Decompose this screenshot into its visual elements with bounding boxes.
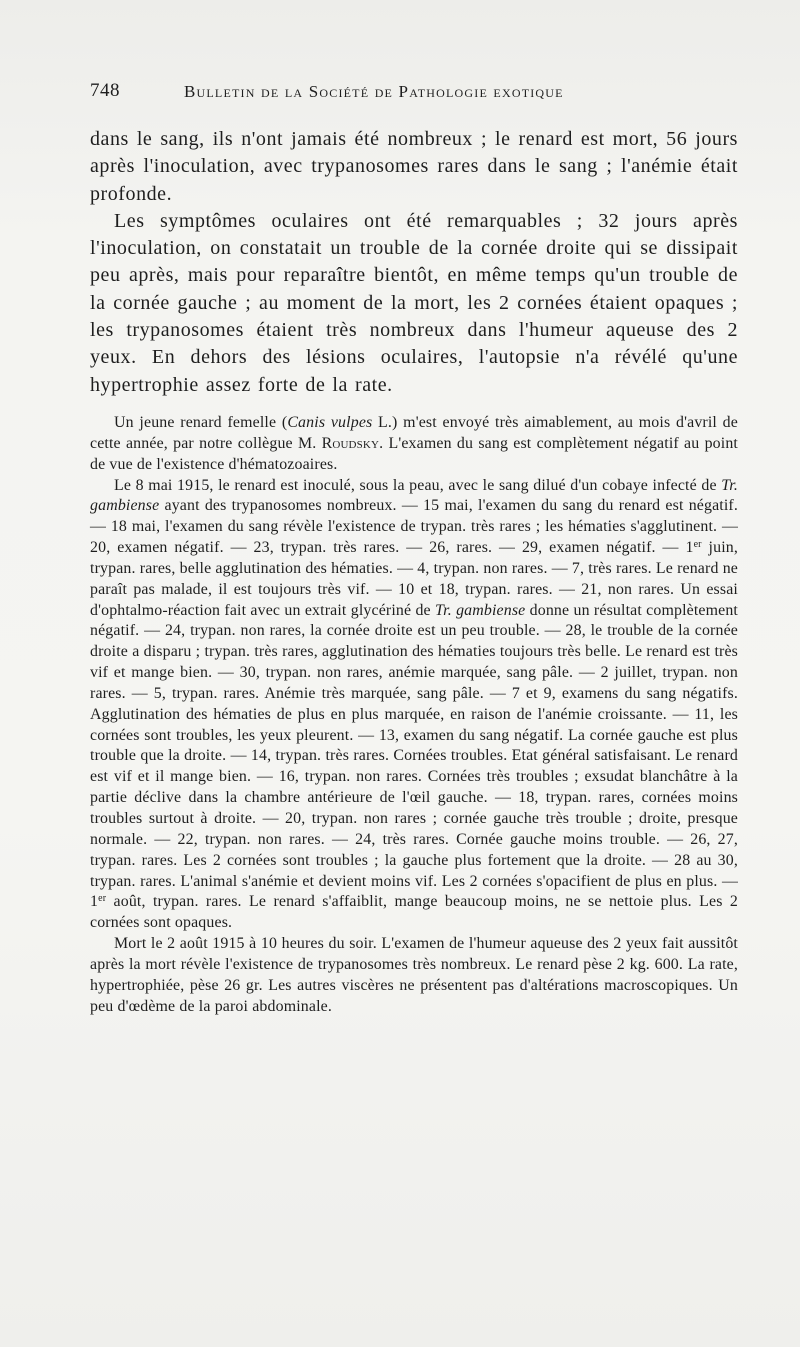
page-number: 748 <box>90 80 120 101</box>
text-segment: Un jeune renard femelle ( <box>114 413 288 431</box>
text-segment: juin, trypan. rares, belle agglutination des hématies. — 4, trypan. non rares. — 7, très rares. Le renard ne paraît pas malade, il est toujours très vif. — 10 et 18, trypan. rares. — 21, non rares. Un essai d'ophtalmo-réaction fait avec un extrait glycériné de <box>90 539 738 619</box>
text-segment: août, trypan. rares. Le renard s'affaiblit, mange beaucoup moins, ne se nettoie plus. Les 2 cornées sont opaques. <box>90 893 738 932</box>
ordinal-superscript: er <box>98 893 107 905</box>
text-segment: L.) m'est envoyé très aimablement, au mois d'avril de cette année, par notre collègue M. <box>90 413 738 452</box>
paragraph-young-fox <box>90 413 738 476</box>
species-name: Tr. gambiense <box>90 476 738 515</box>
ordinal-superscript: er <box>693 539 702 551</box>
small-print-section <box>90 413 738 1017</box>
page-body <box>90 126 738 1017</box>
species-name: Tr. gambiense <box>435 601 526 619</box>
author-name: Roudsky <box>321 434 380 452</box>
paragraph-ocular-symptoms: Les symptômes oculaires ont été remarquables ; 32 jours après l'inoculation, on constatait un trouble de la cornée droite qui se dissipait peu après, mais pour reparaître bientôt, en même temps qu'un trouble de la cornée gauche ; au moment de la mort, les 2 cornées étaient opaques ; les trypanosomes étaient très nombreux dans l'humeur aqueuse des 2 yeux. En dehors des lésions oculaires, l'autopsie n'a révélé qu'une hypertrophie assez forte de la rate. <box>90 209 738 396</box>
page-header <box>90 80 740 106</box>
running-title: Bulletin de la Société de Pathologie exotique <box>184 82 564 101</box>
species-name: Canis vulpes <box>287 413 373 431</box>
text-segment: donne un résultat complètement négatif. — 24, trypan. non rares, la cornée droite est un peu trouble. — 28, le trouble de la cornée droite a disparu ; trypan. très rares, agglutination des hématies toujours très belle. Le renard est très vif et mange bien. — 30, trypan. non rares, anémie marquée, sang pâle. — 2 juillet, trypan. non rares. — 5, trypan. rares. Anémie très marquée, sang pâle. — 7 et 9, examens du sang négatifs. Agglutination des hématies de plus en plus marquée, en raison de l'anémie croissante. — 11, les cornées sont troubles, les yeux pleurent. — 13, examen du sang négatif. La cornée gauche est plus trouble que la droite. — 14, trypan. très rares. Cornées troubles. Etat général satisfaisant. Le renard est vif et il mange bien. — 16, trypan. non rares. Cornées très troubles ; exsudat blanchâtre à la partie déclive dans la chambre antérieure de l'œil gauche. — 18, trypan. rares, cornées moins troubles surtout à droite. — 20, trypan. non rares ; cornée gauche très trouble ; droite, presque normale. — 22, trypan. non rares. — 24, très rares. Cornée gauche moins trouble. — 26, 27, trypan. rares. Les 2 cornées sont troubles ; la gauche plus fortement que la droite. — 28 au 30, trypan. rares. L'animal s'anémie et devient moins vif. Les 2 cornées s'opacifient de plus en plus. — 1 <box>90 601 738 911</box>
paragraph-inoculation-log <box>90 476 738 935</box>
text-segment: Le 8 mai 1915, le renard est inoculé, sous la peau, avec le sang dilué d'un cobaye infecté de <box>114 476 722 494</box>
paragraph-continuation: dans le sang, ils n'ont jamais été nombreux ; le renard est mort, 56 jours après l'inoculation, avec trypanosomes rares dans le sang ; l'anémie était profonde. <box>90 128 738 205</box>
text-segment: . L'examen du sang est complètement négatif au point de vue de l'existence d'hématozoaires. <box>90 434 738 473</box>
paragraph-death-report: Mort le 2 août 1915 à 10 heures du soir. L'examen de l'humeur aqueuse des 2 yeux fait aussitôt après la mort révèle l'existence de trypanosomes très nombreux. Le renard pèse 2 kg. 600. La rate, hypertrophiée, pèse 26 gr. Les autres viscères ne présentent pas d'altérations macroscopiques. Un peu d'œdème de la paroi abdominale. <box>90 935 738 1015</box>
text-segment: ayant des trypanosomes nombreux. — 15 mai, l'examen du sang du renard est négatif. — 18 mai, l'examen du sang révèle l'existence de trypan. très rares ; les hématies s'agglutinent. — 20, examen négatif. — 23, trypan. très rares. — 26, rares. — 29, examen négatif. — 1 <box>90 497 738 557</box>
